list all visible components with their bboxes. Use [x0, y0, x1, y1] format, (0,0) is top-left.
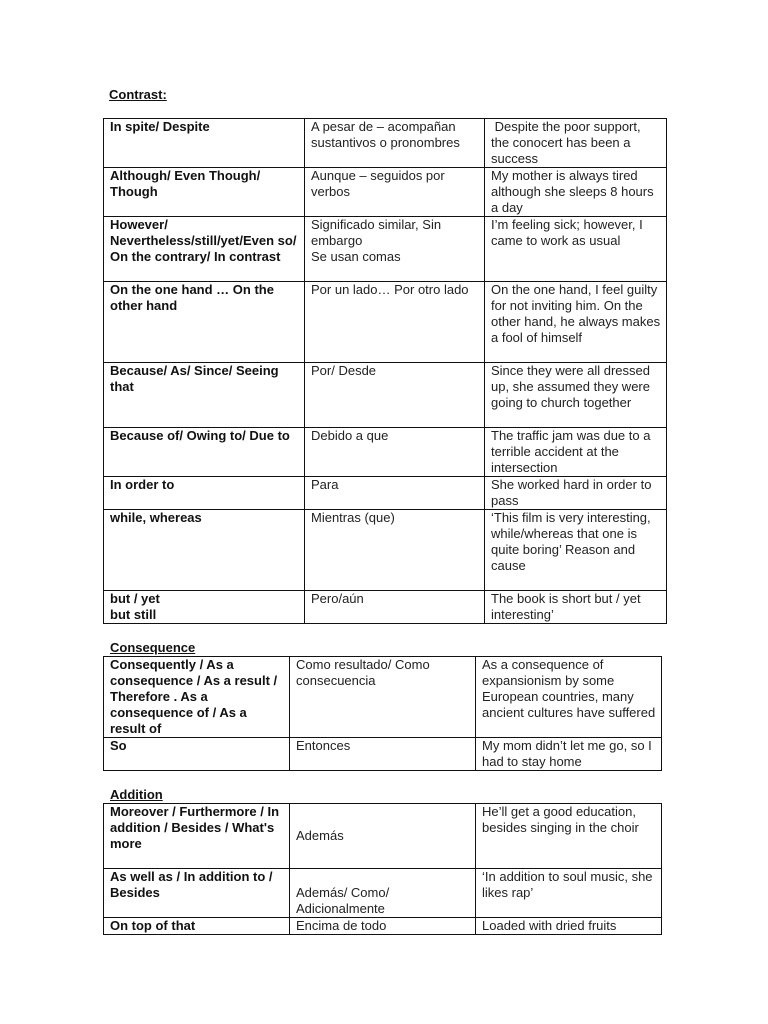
- table-row: [104, 428, 667, 477]
- table-row: [104, 591, 667, 624]
- table-row: [104, 869, 662, 918]
- term-cell: In order to: [104, 477, 305, 510]
- table-row: [104, 168, 667, 217]
- spanish-cell: Por/ Desde: [305, 363, 485, 428]
- term-cell: Because/ As/ Since/ Seeing that: [104, 363, 305, 428]
- addition-heading: Addition: [110, 787, 163, 802]
- example-cell: She worked hard in order to pass: [485, 477, 667, 510]
- table-row: [104, 738, 662, 771]
- table-row: [104, 363, 667, 428]
- example-cell: My mother is always tired although she sleeps 8 hours a day: [485, 168, 667, 217]
- example-cell: Loaded with dried fruits: [476, 918, 662, 935]
- term-cell: So: [104, 738, 290, 771]
- spanish-cell: Debido a que: [305, 428, 485, 477]
- term-cell: Although/ Even Though/ Though: [104, 168, 305, 217]
- spanish-cell: Mientras (que): [305, 510, 485, 591]
- spanish-cell: Como resultado/ Como consecuencia: [290, 657, 476, 738]
- table-row: [104, 918, 662, 935]
- example-cell: Despite the poor support, the conocert has been a success: [485, 119, 667, 168]
- contrast-heading: Contrast:: [109, 87, 167, 102]
- spanish-cell: Entonces: [290, 738, 476, 771]
- term-cell: Moreover / Furthermore / In addition / Besides / What's more: [104, 804, 290, 869]
- term-cell: As well as / In addition to / Besides: [104, 869, 290, 918]
- example-cell: My mom didn’t let me go, so I had to stay home: [476, 738, 662, 771]
- example-cell: The traffic jam was due to a terrible accident at the intersection: [485, 428, 667, 477]
- table-row: [104, 804, 662, 869]
- table-row: [104, 477, 667, 510]
- example-cell: Since they were all dressed up, she assumed they were going to church together: [485, 363, 667, 428]
- term-cell: On top of that: [104, 918, 290, 935]
- consequence-table: [103, 656, 662, 771]
- table-row: [104, 217, 667, 282]
- table-row: [104, 657, 662, 738]
- example-cell: ‘In addition to soul music, she likes rap’: [476, 869, 662, 918]
- example-cell: As a consequence of expansionism by some European countries, many ancient cultures have suffered: [476, 657, 662, 738]
- example-cell: ‘This film is very interesting, while/whereas that one is quite boring’ Reason and cause: [485, 510, 667, 591]
- term-cell: Because of/ Owing to/ Due to: [104, 428, 305, 477]
- table-row: [104, 510, 667, 591]
- addition-table: [103, 803, 662, 935]
- term-cell: On the one hand … On the other hand: [104, 282, 305, 363]
- table-row: [104, 119, 667, 168]
- spanish-cell: Aunque – seguidos por verbos: [305, 168, 485, 217]
- term-cell: However/ Nevertheless/still/yet/Even so/ On the contrary/ In contrast: [104, 217, 305, 282]
- contrast-table: [103, 118, 667, 624]
- spanish-cell: Pero/aún: [305, 591, 485, 624]
- example-cell: I’m feeling sick; however, I came to work as usual: [485, 217, 667, 282]
- spanish-cell: Encima de todo: [290, 918, 476, 935]
- spanish-cell: Además: [290, 804, 476, 869]
- term-cell: In spite/ Despite: [104, 119, 305, 168]
- spanish-cell: Para: [305, 477, 485, 510]
- example-cell: On the one hand, I feel guilty for not inviting him. On the other hand, he always makes a fool of himself: [485, 282, 667, 363]
- example-cell: He’ll get a good education, besides singing in the choir: [476, 804, 662, 869]
- spanish-cell: A pesar de – acompañan sustantivos o pronombres: [305, 119, 485, 168]
- spanish-cell: Significado similar, Sin embargo Se usan comas: [305, 217, 485, 282]
- consequence-heading: Consequence: [110, 640, 196, 655]
- term-cell: but / yet but still: [104, 591, 305, 624]
- example-cell: The book is short but / yet interesting’: [485, 591, 667, 624]
- term-cell: Consequently / As a consequence / As a result / Therefore . As a consequence of / As a result of: [104, 657, 290, 738]
- spanish-cell: Por un lado… Por otro lado: [305, 282, 485, 363]
- table-row: [104, 282, 667, 363]
- term-cell: while, whereas: [104, 510, 305, 591]
- spanish-cell: Además/ Como/ Adicionalmente: [290, 869, 476, 918]
